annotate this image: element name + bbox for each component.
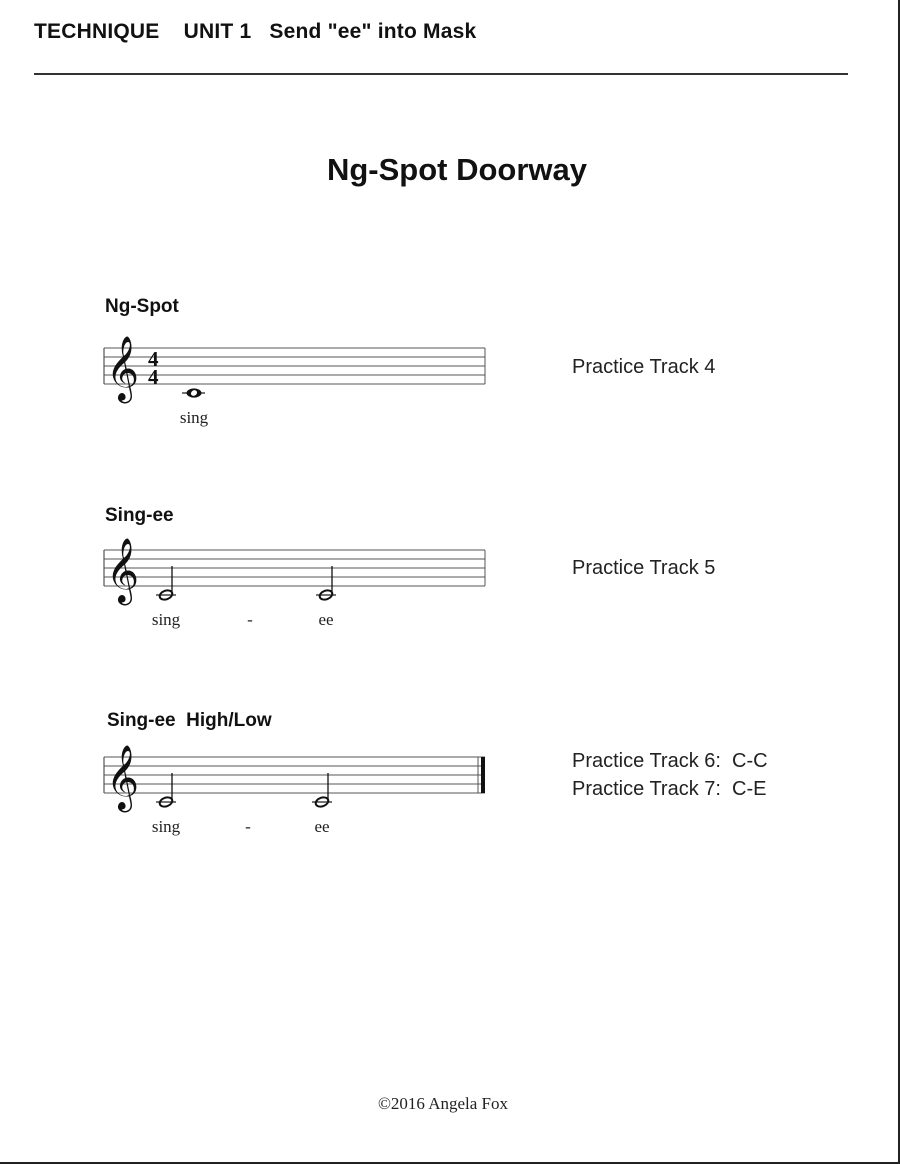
exercise-1-label: Ng-Spot [105, 296, 179, 317]
half-note-icon [156, 773, 176, 808]
treble-clef-icon: 𝄞 [106, 538, 140, 603]
time-signature-top: 4 [148, 347, 159, 371]
exercise-3-label: Sing-ee High/Low [107, 710, 272, 731]
exercise-2-staff [100, 532, 500, 629]
time-signature-bottom: 4 [148, 365, 159, 389]
whole-note-icon [182, 388, 205, 397]
unit-header: TECHNIQUE UNIT 1 Send "ee" into Mask [34, 20, 477, 43]
practice-track-4: Practice Track 4 [572, 356, 716, 378]
exercise-2-label: Sing-ee [105, 505, 174, 526]
practice-track-6: Practice Track 6: C-C [572, 750, 768, 772]
lyric-hyphen: - [247, 610, 253, 629]
lyric-sing: sing [151, 817, 181, 836]
exercise-1-staff [100, 330, 500, 427]
lyric-ee: ee [318, 610, 334, 629]
half-note-icon [312, 773, 332, 808]
lyric-hyphen: - [245, 817, 251, 836]
half-note-icon [156, 566, 176, 601]
copyright-footer: ©2016 Angela Fox [377, 1094, 509, 1113]
lyric-ee: ee [314, 817, 330, 836]
header-divider [34, 73, 848, 75]
half-note-icon [316, 566, 336, 601]
practice-track-7: Practice Track 7: C-E [572, 778, 767, 800]
exercise-3-staff [100, 739, 500, 836]
lyric-sing: sing [151, 610, 181, 629]
practice-track-5: Practice Track 5 [572, 557, 716, 579]
page-title: Ng-Spot Doorway [326, 152, 588, 187]
lyric-sing: sing [179, 408, 209, 427]
treble-clef-icon: 𝄞 [106, 745, 140, 810]
final-barline [481, 757, 485, 793]
treble-clef-icon: 𝄞 [106, 336, 140, 401]
